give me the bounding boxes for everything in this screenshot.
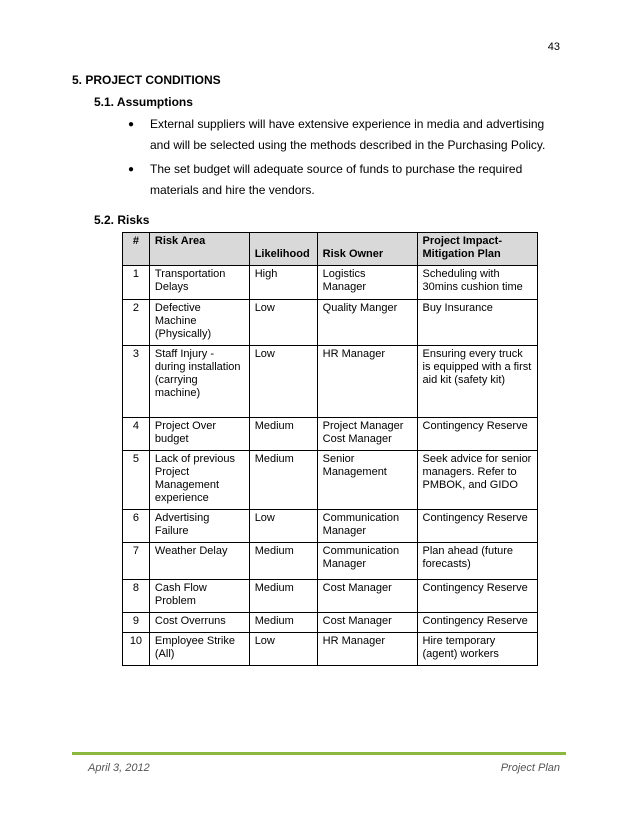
risks-table — [122, 232, 538, 666]
table-row — [123, 543, 538, 580]
cell-risk-owner: Cost Manager — [317, 580, 417, 613]
bullet-icon: ● — [128, 119, 135, 130]
cell-mitigation: Hire temporary (agent) workers — [417, 633, 537, 666]
cell-likelihood: Medium — [249, 418, 317, 451]
page-number: 43 — [547, 41, 560, 53]
cell-likelihood: Medium — [249, 613, 317, 633]
cell-risk-area: Weather Delay — [149, 543, 249, 580]
table-row — [123, 266, 538, 300]
cell-number: 10 — [123, 633, 150, 666]
list-item — [128, 114, 558, 156]
table-row — [123, 613, 538, 633]
cell-risk-owner: Communication Manager — [317, 543, 417, 580]
table-row — [123, 633, 538, 666]
cell-number: 7 — [123, 543, 150, 580]
cell-mitigation: Scheduling with 30mins cushion time — [417, 266, 537, 300]
cell-risk-area: Employee Strike (All) — [149, 633, 249, 666]
cell-number: 9 — [123, 613, 150, 633]
footer-doc-title: Project Plan — [500, 762, 560, 774]
cell-risk-owner: Project Manager Cost Manager — [317, 418, 417, 451]
col-header-number: # — [123, 233, 150, 266]
cell-mitigation: Contingency Reserve — [417, 418, 537, 451]
risks-title: 5.2. Risks — [94, 213, 150, 227]
cell-likelihood: High — [249, 266, 317, 300]
cell-number: 2 — [123, 300, 150, 346]
cell-mitigation: Seek advice for senior managers. Refer to PMBOK, and GIDO — [417, 451, 537, 510]
assumptions-title: 5.1. Assumptions — [94, 95, 193, 109]
cell-likelihood: Low — [249, 300, 317, 346]
cell-likelihood: Low — [249, 633, 317, 666]
table-row — [123, 451, 538, 510]
cell-risk-area: Defective Machine (Physically) — [149, 300, 249, 346]
cell-mitigation: Ensuring every truck is equipped with a first aid kit (safety kit) — [417, 346, 537, 418]
cell-likelihood: Medium — [249, 451, 317, 510]
assumptions-list — [128, 114, 558, 204]
table-row — [123, 300, 538, 346]
cell-risk-owner: Logistics Manager — [317, 266, 417, 300]
cell-mitigation: Contingency Reserve — [417, 580, 537, 613]
cell-number: 8 — [123, 580, 150, 613]
cell-mitigation: Contingency Reserve — [417, 613, 537, 633]
cell-number: 6 — [123, 510, 150, 543]
cell-number: 1 — [123, 266, 150, 300]
cell-risk-owner: Cost Manager — [317, 613, 417, 633]
cell-risk-owner: HR Manager — [317, 633, 417, 666]
cell-number: 3 — [123, 346, 150, 418]
cell-risk-area: Staff Injury - during installation (carrying machine) — [149, 346, 249, 418]
list-item — [128, 159, 558, 201]
cell-likelihood: Low — [249, 346, 317, 418]
cell-risk-owner: Communication Manager — [317, 510, 417, 543]
cell-risk-owner: Senior Management — [317, 451, 417, 510]
assumption-text: The set budget will adequate source of funds to purchase the required materials and hire the vendors. — [150, 162, 523, 197]
col-header-likelihood: Likelihood — [249, 233, 317, 266]
table-row — [123, 346, 538, 418]
cell-risk-area: Cost Overruns — [149, 613, 249, 633]
table-row — [123, 418, 538, 451]
col-header-risk-area: Risk Area — [149, 233, 249, 266]
table-row — [123, 510, 538, 543]
table-row — [123, 580, 538, 613]
cell-number: 4 — [123, 418, 150, 451]
cell-likelihood: Low — [249, 510, 317, 543]
cell-risk-owner: Quality Manger — [317, 300, 417, 346]
section-title: 5. PROJECT CONDITIONS — [72, 73, 221, 87]
cell-likelihood: Medium — [249, 580, 317, 613]
footer-date: April 3, 2012 — [88, 762, 150, 774]
cell-mitigation: Plan ahead (future forecasts) — [417, 543, 537, 580]
assumption-text: External suppliers will have extensive experience in media and advertising and will be selected using the methods described in the Purchasing Policy. — [150, 117, 546, 152]
cell-risk-area: Lack of previous Project Management experience — [149, 451, 249, 510]
cell-risk-area: Project Over budget — [149, 418, 249, 451]
footer-rule — [72, 752, 566, 755]
col-header-mitigation: Project Impact- Mitigation Plan — [417, 233, 537, 266]
col-header-risk-owner: Risk Owner — [317, 233, 417, 266]
cell-likelihood: Medium — [249, 543, 317, 580]
bullet-icon: ● — [128, 164, 135, 175]
cell-number: 5 — [123, 451, 150, 510]
cell-risk-area: Transportation Delays — [149, 266, 249, 300]
cell-mitigation: Contingency Reserve — [417, 510, 537, 543]
table-header-row — [123, 233, 538, 266]
cell-risk-area: Cash Flow Problem — [149, 580, 249, 613]
cell-mitigation: Buy Insurance — [417, 300, 537, 346]
cell-risk-area: Advertising Failure — [149, 510, 249, 543]
cell-risk-owner: HR Manager — [317, 346, 417, 418]
